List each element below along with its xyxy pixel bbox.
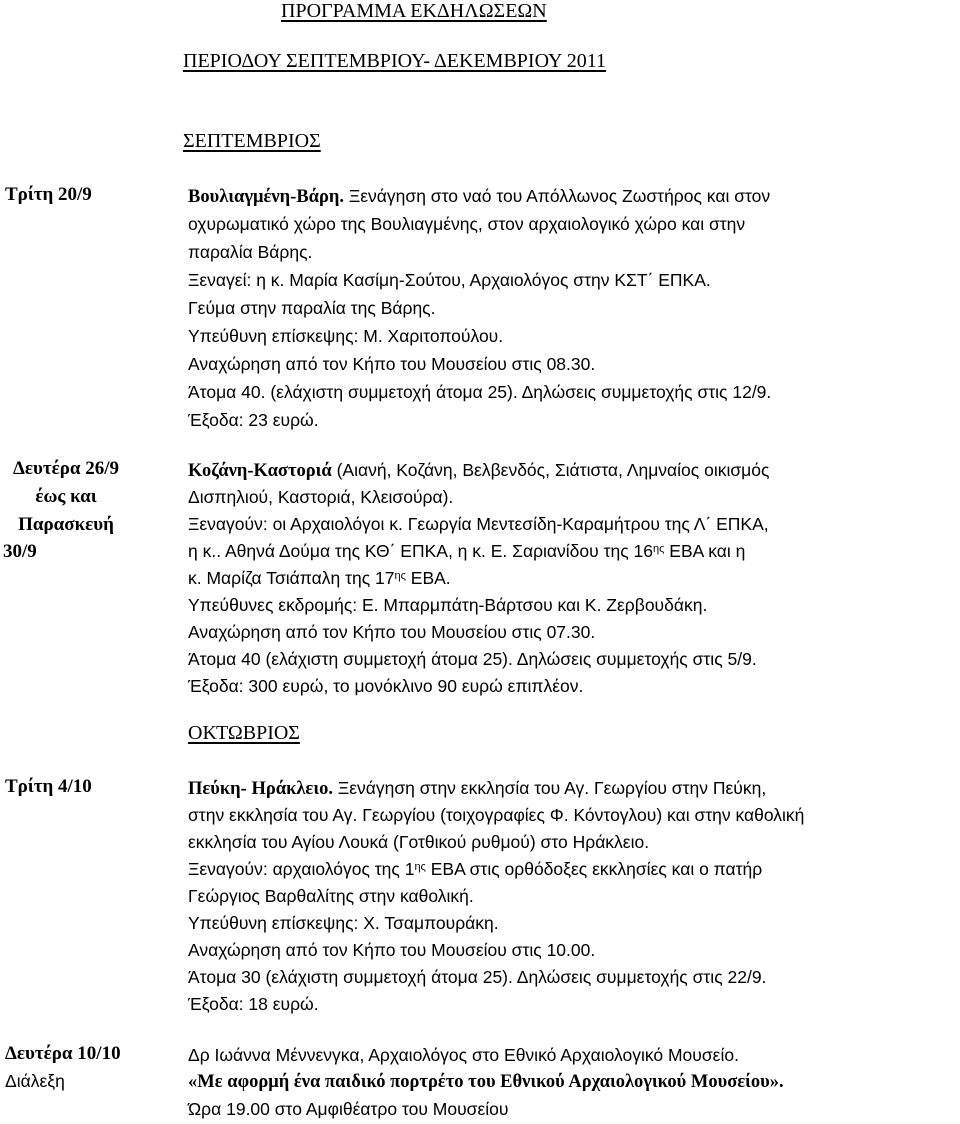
ordinal-suffix: ης bbox=[414, 861, 426, 873]
event-type: Διάλεξη bbox=[5, 1071, 65, 1091]
document-subtitle: ΠΕΡΙΟΔΟΥ ΣΕΠΤΕΜΒΡΙΟΥ- ΔΕΚΕΜΒΡΙΟΥ 2011 bbox=[183, 50, 606, 72]
event-text: Ξεναγούν: αρχαιολόγος της 1 bbox=[188, 859, 415, 879]
event-line: Ξεναγεί: η κ. Μαρία Κασίμη-Σούτου, Αρχαιολόγος στην ΚΣΤ΄ ΕΠΚΑ. bbox=[188, 270, 711, 290]
event-text: ΕΒΑ και η bbox=[664, 541, 746, 561]
event-line: παραλία Βάρης. bbox=[188, 242, 313, 262]
ordinal-suffix: ης bbox=[653, 543, 665, 555]
event-text: ΕΒΑ. bbox=[405, 568, 451, 588]
month-heading-september: ΣΕΠΤΕΜΒΡΙΟΣ bbox=[183, 130, 321, 152]
event-line: Υπεύθυνες εκδρομής: Ε. Μπαρμπάτη-Βάρτσου και Κ. Ζερβουδάκη. bbox=[188, 595, 708, 615]
event-line bbox=[188, 539, 745, 564]
event-text: Ξενάγηση στην εκκλησία του Αγ. Γεωργίου στην Πεύκη, bbox=[332, 778, 767, 798]
event-line: Αναχώρηση από τον Κήπο του Μουσείου στις 10.00. bbox=[188, 940, 596, 960]
event-line: Άτομα 40. (ελάχιστη συμμετοχή άτομα 25). Δηλώσεις συμμετοχής στις 12/9. bbox=[188, 382, 772, 402]
event-line: εκκλησία του Αγίου Λουκά (Γοτθικού ρυθμού) στο Ηράκλειο. bbox=[188, 832, 650, 852]
event-line: Αναχώρηση από τον Κήπο του Μουσείου στις 07.30. bbox=[188, 622, 596, 642]
event-line: Γεώργιος Βαρθαλίτης στην καθολική. bbox=[188, 886, 474, 906]
event-line: Έξοδα: 18 ευρώ. bbox=[188, 994, 319, 1014]
event-line bbox=[188, 184, 770, 210]
event-line bbox=[188, 776, 766, 802]
event-line bbox=[188, 857, 762, 882]
event-date: έως και bbox=[35, 486, 97, 507]
event-line: Ώρα 19.00 στο Αμφιθέατρο του Μουσείου bbox=[188, 1099, 509, 1119]
event-line: Αναχώρηση από τον Κήπο του Μουσείου στις 08.30. bbox=[188, 354, 596, 374]
lecture-title: «Με αφορμή ένα παιδικό πορτρέτο του Εθνικού Αρχαιολογικού Μουσείου». bbox=[188, 1072, 784, 1092]
event-date: Τρίτη 4/10 bbox=[5, 776, 92, 797]
event-text: (Αιανή, Κοζάνη, Βελβενδός, Σιάτιστα, Λημναίος οικισμός bbox=[331, 460, 770, 480]
event-line: Έξοδα: 300 ευρώ, το μονόκλινο 90 ευρώ επιπλέον. bbox=[188, 676, 584, 696]
event-line: Έξοδα: 23 ευρώ. bbox=[188, 410, 319, 430]
event-line bbox=[188, 566, 451, 591]
event-line bbox=[188, 458, 769, 484]
event-date: Τρίτη 20/9 bbox=[5, 184, 92, 205]
event-date: Δευτέρα 10/10 bbox=[5, 1043, 121, 1064]
event-text: Ξενάγηση στο ναό του Απόλλωνος Ζωστήρος και στον bbox=[344, 186, 771, 206]
event-date: Δευτέρα 26/9 bbox=[12, 458, 120, 479]
document-title: ΠΡΟΓΡΑΜΜΑ ΕΚΔΗΛΩΣΕΩΝ bbox=[281, 0, 547, 22]
event-line: οχυρωματικό χώρο της Βουλιαγμένης, στον αρχαιολογικό χώρο και στην bbox=[188, 214, 746, 234]
event-line: Υπεύθυνη επίσκεψης: Χ. Τσαμπουράκη. bbox=[188, 913, 499, 933]
event-place: Πεύκη- Ηράκλειο. bbox=[188, 779, 333, 799]
event-text: ΕΒΑ στις ορθόδοξες εκκλησίες και ο πατήρ bbox=[425, 859, 763, 879]
event-line: Δισπηλιού, Καστοριά, Κλεισούρα). bbox=[188, 487, 454, 507]
event-line: Άτομα 30 (ελάχιστη συμμετοχή άτομα 25). Δηλώσεις συμμετοχής στις 22/9. bbox=[188, 967, 767, 987]
event-line: Υπεύθυνη επίσκεψης: Μ. Χαριτοπούλου. bbox=[188, 326, 504, 346]
event-place: Βουλιαγμένη-Βάρη. bbox=[188, 187, 345, 207]
event-date: Παρασκευή bbox=[18, 514, 114, 535]
ordinal-suffix: ης bbox=[394, 570, 406, 582]
event-line: στην εκκλησία του Αγ. Γεωργίου (τοιχογραφίες Φ. Κόντογλου) και στην καθολική bbox=[188, 805, 805, 825]
event-date: 30/9 bbox=[3, 541, 37, 562]
event-line: Γεύμα στην παραλία της Βάρης. bbox=[188, 298, 436, 318]
event-text: κ. Μαρίζα Τσιάπαλη της 17 bbox=[188, 568, 395, 588]
event-line: Δρ Ιωάννα Μέννενγκα, Αρχαιολόγος στο Εθνικό Αρχαιολογικό Μουσείο. bbox=[188, 1045, 739, 1065]
event-line: Άτομα 40 (ελάχιστη συμμετοχή άτομα 25). Δηλώσεις συμμετοχής στις 5/9. bbox=[188, 649, 757, 669]
event-line: Ξεναγούν: οι Αρχαιολόγοι κ. Γεωργία Μεντεσίδη-Καραμήτρου της Λ΄ ΕΠΚΑ, bbox=[188, 514, 769, 534]
event-text: η κ.. Αθηνά Δούμα της ΚΘ΄ ΕΠΚΑ, η κ. Ε. Σαριανίδου της 16 bbox=[188, 541, 653, 561]
event-place: Κοζάνη-Καστοριά bbox=[188, 461, 332, 481]
month-heading-october: ΟΚΤΩΒΡΙΟΣ bbox=[188, 722, 300, 744]
